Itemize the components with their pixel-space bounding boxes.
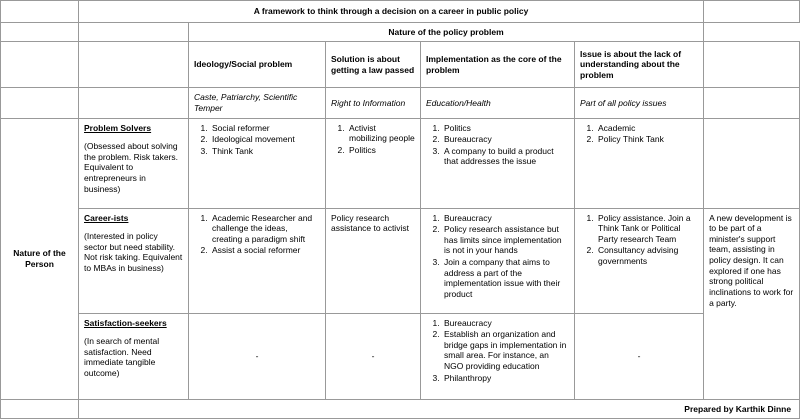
list-item: 1. Politics bbox=[442, 123, 569, 134]
column-header-ideology: Ideology/Social problem bbox=[189, 42, 326, 88]
cell-satisfaction-seekers-implementation bbox=[421, 313, 575, 399]
cell-career-ists-implementation bbox=[421, 208, 575, 313]
cell-problem-solvers-understanding bbox=[575, 118, 704, 208]
cell-career-ists-understanding bbox=[575, 208, 704, 313]
header-spacer-right bbox=[704, 42, 800, 88]
title-row-spacer-right bbox=[704, 1, 800, 23]
list-item: 2. Ideological movement bbox=[210, 134, 320, 145]
list-item: 3. A company to build a product that addresses the issue bbox=[442, 146, 569, 167]
list-item: 1. Bureaucracy bbox=[442, 318, 569, 329]
columns-axis-label: Nature of the policy problem bbox=[189, 22, 704, 42]
column-header-law: Solution is about getting a law passed bbox=[326, 42, 421, 88]
cell-list bbox=[194, 213, 320, 257]
rows-axis-label: Nature of the Person bbox=[1, 118, 79, 399]
list-item: 2. Consultancy advising governments bbox=[596, 245, 698, 266]
examples-spacer-left bbox=[1, 88, 79, 118]
list-item: 3. Join a company that aims to address a part of the implementation issue with their product bbox=[442, 257, 569, 300]
table-row bbox=[1, 118, 800, 208]
footer-spacer-left bbox=[1, 399, 79, 419]
list-item: 1. Academic bbox=[596, 123, 698, 134]
cell-career-ists-law bbox=[326, 208, 421, 313]
cell-list bbox=[580, 123, 698, 145]
cell-list bbox=[580, 213, 698, 267]
title-row-spacer-left bbox=[1, 1, 79, 23]
banner-spacer-rowhead bbox=[79, 22, 189, 42]
list-item: 1. Bureaucracy bbox=[442, 213, 569, 224]
column-example-ideology: Caste, Patriarchy, Scientific Temper bbox=[189, 88, 326, 118]
banner-row bbox=[1, 22, 800, 42]
list-item: 1. Academic Researcher and challenge the ideas, creating a paradigm shift bbox=[210, 213, 320, 245]
cell-list bbox=[426, 213, 569, 300]
cell-list bbox=[426, 318, 569, 384]
row-header-desc: (Interested in policy sector but need stability. Not risk taking. Equivalent to MBAs in business) bbox=[84, 231, 183, 273]
list-item: 2. Policy research assistance but has limits since implementation is not in your hands bbox=[442, 224, 569, 256]
cell-problem-solvers-ideology bbox=[189, 118, 326, 208]
row-header-problem-solvers bbox=[79, 118, 189, 208]
column-examples-row bbox=[1, 88, 800, 118]
header-spacer-left bbox=[1, 42, 79, 88]
table-row bbox=[1, 313, 800, 399]
row-header-career-ists bbox=[79, 208, 189, 313]
column-header-implementation: Implementation as the core of the problem bbox=[421, 42, 575, 88]
list-item: 1. Social reformer bbox=[210, 123, 320, 134]
column-header-row bbox=[1, 42, 800, 88]
row-header-title: Career-ists bbox=[84, 212, 129, 223]
row-header-title: Satisfaction-seekers bbox=[84, 317, 167, 328]
cell-satisfaction-seekers-ideology: - bbox=[189, 313, 326, 399]
page-title: A framework to think through a decision on a career in public policy bbox=[79, 1, 704, 23]
list-item: 1. Policy assistance. Join a Think Tank or Political Party research Team bbox=[596, 213, 698, 245]
cell-satisfaction-seekers-understanding: - bbox=[575, 313, 704, 399]
cell-list bbox=[426, 123, 569, 168]
list-item: 2. Bureaucracy bbox=[442, 134, 569, 145]
row-header-title: Problem Solvers bbox=[84, 122, 152, 133]
row-header-satisfaction-seekers bbox=[79, 313, 189, 399]
table-row bbox=[1, 208, 800, 313]
title-row bbox=[1, 1, 800, 23]
header-spacer-rowhead bbox=[79, 42, 189, 88]
cell-list bbox=[331, 123, 415, 156]
column-header-understanding: Issue is about the lack of understanding about the problem bbox=[575, 42, 704, 88]
side-spacer-top bbox=[704, 118, 800, 208]
list-item: 2. Establish an organization and bridge gaps in implementation in small area. For instance, an NGO providing education bbox=[442, 329, 569, 372]
list-item: 2. Policy Think Tank bbox=[596, 134, 698, 145]
cell-career-ists-ideology bbox=[189, 208, 326, 313]
cell-problem-solvers-law bbox=[326, 118, 421, 208]
row-header-desc: (In search of mental satisfaction. Need immediate tangible outcome) bbox=[84, 336, 160, 378]
list-item: 3. Think Tank bbox=[210, 146, 320, 157]
footer-row bbox=[1, 399, 800, 419]
banner-spacer-left bbox=[1, 22, 79, 42]
list-item: 2. Assist a social reformer bbox=[210, 245, 320, 256]
side-note: A new development is to be part of a minister's support team, assisting in policy design. It can explored if one has strong political inclinations to work for a party. bbox=[704, 208, 800, 399]
examples-spacer-rowhead bbox=[79, 88, 189, 118]
column-example-understanding: Part of all policy issues bbox=[575, 88, 704, 118]
cell-problem-solvers-implementation bbox=[421, 118, 575, 208]
examples-spacer-right bbox=[704, 88, 800, 118]
cell-text: Policy research assistance to activist bbox=[331, 212, 409, 234]
list-item: 1. Activist mobilizing people bbox=[347, 123, 415, 144]
row-header-desc: (Obsessed about solving the problem. Risk takers. Equivalent to entrepreneurs in business) bbox=[84, 141, 179, 194]
column-example-law: Right to Information bbox=[326, 88, 421, 118]
cell-list bbox=[194, 123, 320, 157]
prepared-by-label: Prepared by Karthik Dinne bbox=[79, 399, 800, 419]
cell-satisfaction-seekers-law: - bbox=[326, 313, 421, 399]
column-example-implementation: Education/Health bbox=[421, 88, 575, 118]
list-item: 2. Politics bbox=[347, 145, 415, 156]
list-item: 3. Philanthropy bbox=[442, 373, 569, 384]
